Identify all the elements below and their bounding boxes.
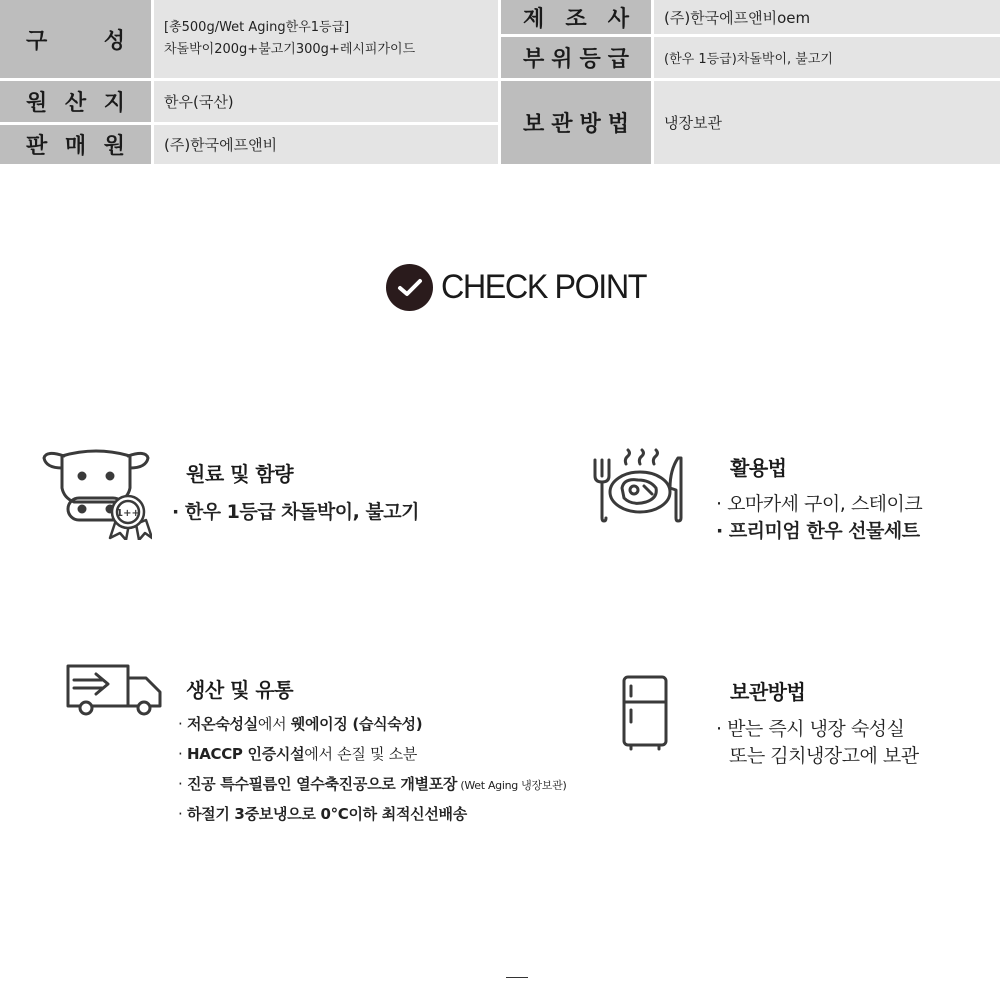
refrigerator-icon xyxy=(621,674,669,756)
production-line4 xyxy=(178,803,467,824)
grade-value xyxy=(654,37,1000,78)
label-char: 등 xyxy=(579,47,601,72)
plain-text: 에서 손질 및 소분 xyxy=(304,745,418,763)
label-char: 부 xyxy=(523,47,545,72)
storage-label xyxy=(501,81,651,164)
label-char: 산 xyxy=(64,91,87,116)
label-char: 매 xyxy=(64,134,87,159)
label-char: 사 xyxy=(607,6,629,32)
label-char: 지 xyxy=(103,91,125,116)
grade-text: (한우 1등급)차돌박이, 불고기 xyxy=(664,52,833,67)
badge-text: 1++ xyxy=(116,508,140,519)
label-char: 원 xyxy=(103,134,125,159)
cow-badge-icon xyxy=(42,448,152,544)
label-char: 성 xyxy=(103,28,125,54)
storage-line2: 또는 김치냉장고에 보관 xyxy=(729,745,919,767)
composition-value xyxy=(154,0,498,78)
storage-value xyxy=(654,81,1000,164)
label-char: 방 xyxy=(579,112,601,137)
seller-text: (주)한국에프앤비 xyxy=(164,136,278,154)
seller-label xyxy=(0,125,151,164)
origin-value xyxy=(154,81,498,122)
ingredients-line1: · 한우 1등급 차돌박이, 불고기 xyxy=(172,501,420,523)
label-char: 관 xyxy=(551,112,573,137)
bullet: · xyxy=(178,745,187,763)
label-char: 법 xyxy=(607,112,629,137)
label-char: 원 xyxy=(26,91,48,116)
check-point-heading xyxy=(386,264,657,311)
composition-line2: 차돌박이200g+불고기300g+레시피가이드 xyxy=(164,42,416,57)
manufacturer-text: (주)한국에프앤비oem xyxy=(664,8,811,27)
label-char: 제 xyxy=(523,6,545,32)
bold-text: 하절기 3중보냉으로 0°C이하 최적신선배송 xyxy=(186,805,467,823)
manufacturer-label xyxy=(501,0,651,34)
label-char: 급 xyxy=(607,47,629,72)
bold-text: 저온숙성실 xyxy=(186,715,258,733)
composition-label xyxy=(0,0,151,78)
check-point-title: CHECK POINT xyxy=(441,268,647,306)
label-char: 위 xyxy=(551,47,573,72)
usage-line2: · 프리미엄 한우 선물세트 xyxy=(716,520,920,542)
checkmark-icon xyxy=(397,278,423,298)
bullet: · xyxy=(178,775,187,793)
bold-text: 진공 특수필름인 열수축진공으로 개별포장 xyxy=(186,775,458,793)
ingredients-title: 원료 및 함량 xyxy=(186,462,294,486)
usage-line1: · 오마카세 구이, 스테이크 xyxy=(716,493,923,515)
check-circle-icon xyxy=(386,264,433,311)
production-title: 생산 및 유통 xyxy=(186,678,294,702)
storage-text: 냉장보관 xyxy=(664,114,722,132)
origin-text: 한우(국산) xyxy=(164,93,234,111)
seller-value xyxy=(154,125,498,164)
grade-label xyxy=(501,37,651,78)
bold-text: 웻에이징 (습식숙성) xyxy=(290,715,423,733)
bottom-divider xyxy=(506,977,528,978)
small-text: (Wet Aging 냉장보관) xyxy=(457,779,567,792)
composition-line1: [총500g/Wet Aging한우1등급] xyxy=(164,20,350,35)
production-line3 xyxy=(178,773,566,794)
storage-line1: · 받는 즉시 냉장 숙성실 xyxy=(716,718,905,740)
steak-fork-knife-icon xyxy=(592,448,686,528)
bullet: · xyxy=(178,805,187,823)
origin-label xyxy=(0,81,151,122)
manufacturer-value xyxy=(654,0,1000,34)
production-line2 xyxy=(178,743,417,764)
label-char: 보 xyxy=(523,112,545,137)
storage-title: 보관방법 xyxy=(730,680,806,704)
bold-text: HACCP 인증시설 xyxy=(186,745,305,763)
label-char: 판 xyxy=(26,134,48,159)
label-char: 구 xyxy=(26,28,48,54)
production-line1 xyxy=(178,713,422,734)
bullet: · xyxy=(178,715,187,733)
delivery-truck-icon xyxy=(64,662,164,722)
usage-title: 활용법 xyxy=(730,456,787,480)
label-char: 조 xyxy=(565,6,587,32)
plain-text: 에서 xyxy=(257,715,291,733)
